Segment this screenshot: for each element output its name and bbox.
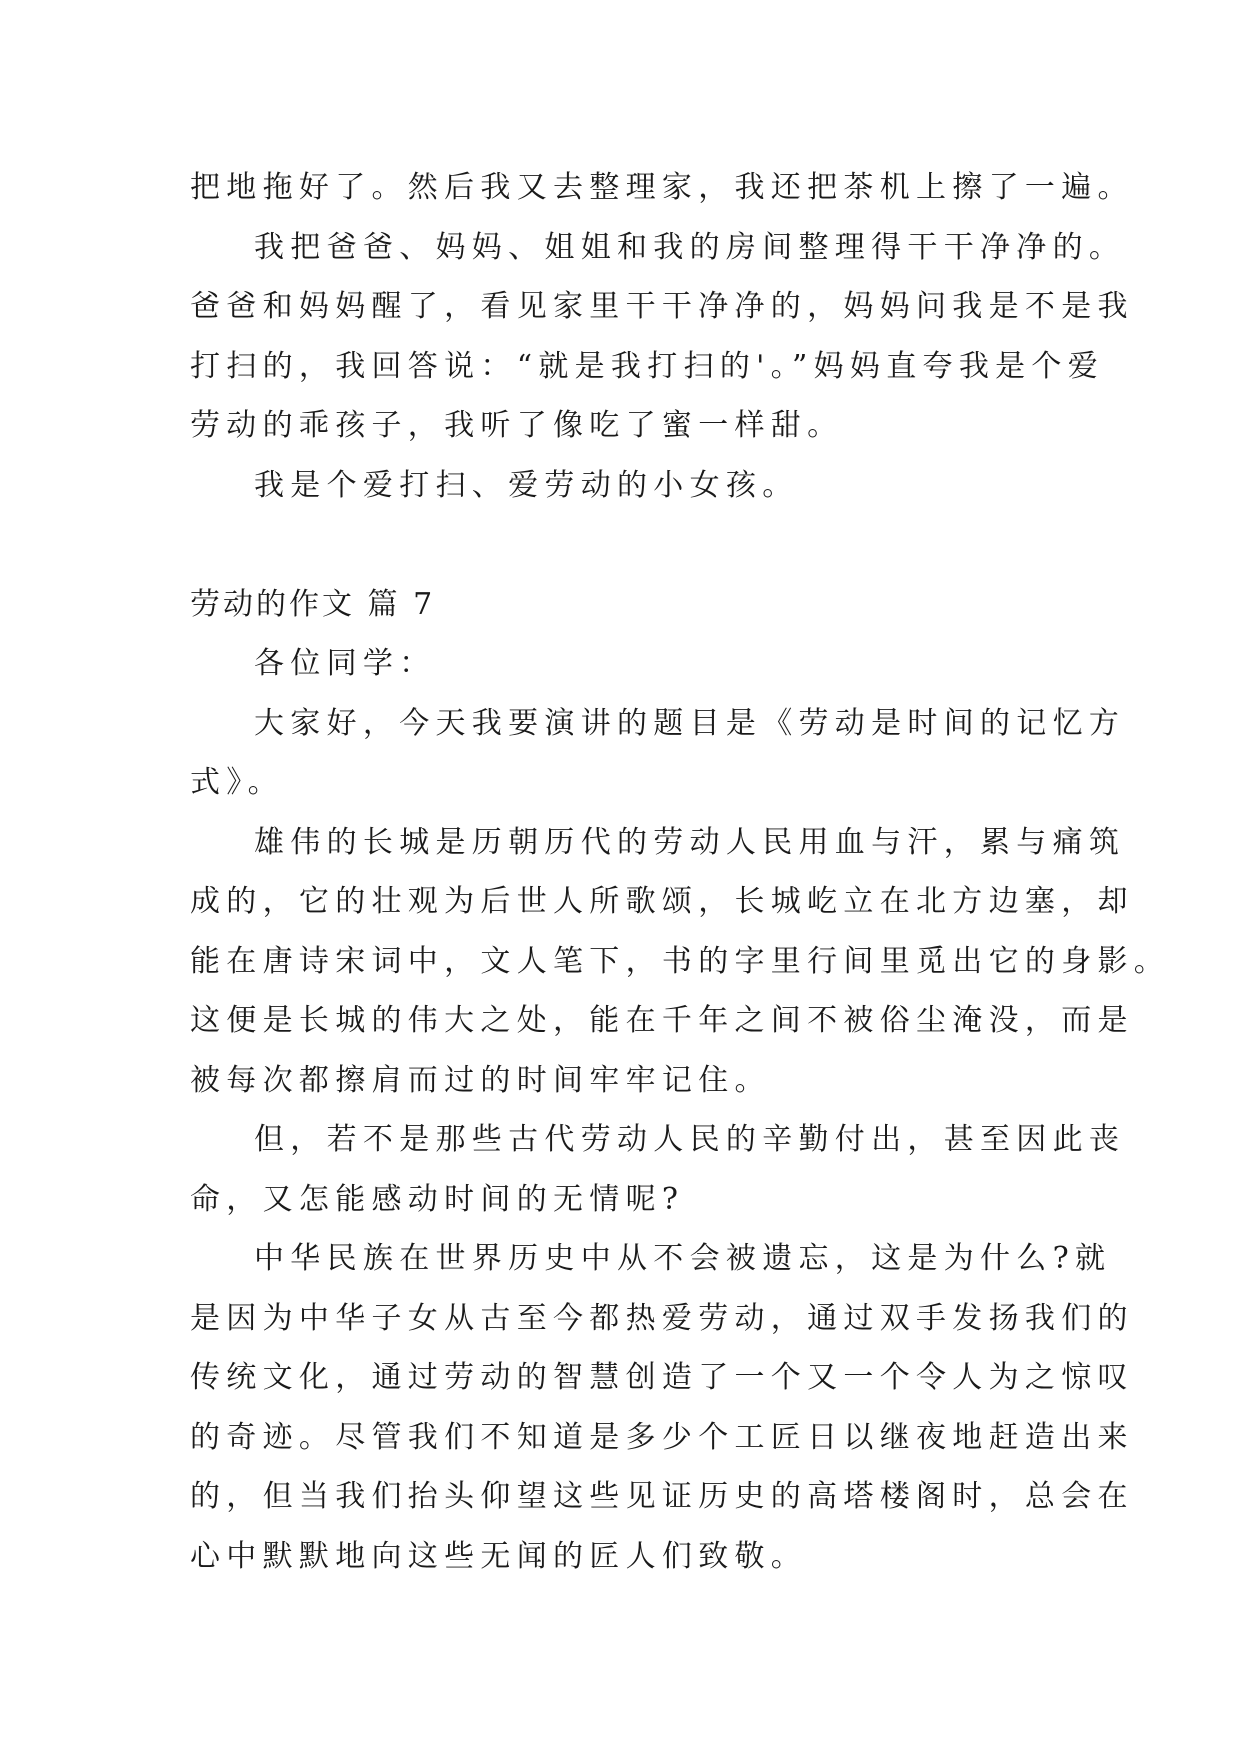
text-line: 命，又怎能感动时间的无情呢? [190,1181,685,1217]
text-line: 把地拖好了。然后我又去整理家，我还把茶机上擦了一遍。 [190,170,1134,205]
text-line: 被每次都擦肩而过的时间牢牢记住。 [190,1062,771,1098]
text-line: 爸爸和妈妈醒了，看见家里干干净净的，妈妈问我是不是我 [190,289,1134,324]
text-line: 成的，它的壮观为后世人所歌颂，长城屹立在北方边塞，却 [190,884,1134,919]
salutation: 各位同学： [254,646,436,681]
text-line: 打扫的，我回答说：“就是我打扫的'。”妈妈直夸我是个爱 [190,348,1105,384]
text-line: 心中默默地向这些无闻的匠人们致敬。 [190,1538,808,1574]
text-line: 式》。 [190,765,284,800]
text-line: 传统文化，通过劳动的智慧创造了一个又一个令人为之惊叹 [190,1360,1134,1395]
section-heading: 劳动的作文 篇 7 [190,586,436,622]
text-line: 这便是长城的伟大之处，能在千年之间不被俗尘淹没，而是 [190,1003,1134,1038]
paragraph-start: 我是个爱打扫、爱劳动的小女孩。 [254,467,799,503]
document-body [190,158,1171,1586]
paragraph-start: 我把爸爸、妈妈、姐姐和我的房间整理得干干净净的。 [254,229,1126,265]
paragraph-start: 中华民族在世界历史中从不会被遗忘，这是为什么?就 [254,1241,1112,1276]
paragraph-start: 大家好，今天我要演讲的题目是《劳动是时间的记忆方 [254,705,1126,741]
text-line: 能在唐诗宋词中，文人笔下，书的字里行间里觅出它的身影。 [190,943,1171,979]
text-line: 的奇迹。尽管我们不知道是多少个工匠日以继夜地赶造出来 [190,1419,1134,1455]
paragraph-start: 雄伟的长城是历朝历代的劳动人民用血与汗，累与痛筑 [254,824,1126,860]
text-line: 劳动的乖孩子，我听了像吃了蜜一样甜。 [190,408,844,443]
text-line: 是因为中华子女从古至今都热爱劳动，通过双手发扬我们的 [190,1300,1134,1336]
section-spacer [190,515,1070,575]
paragraph-start: 但，若不是那些古代劳动人民的辛勤付出，甚至因此丧 [254,1122,1126,1157]
text-line: 的，但当我们抬头仰望这些见证历史的高塔楼阁时，总会在 [190,1479,1134,1514]
